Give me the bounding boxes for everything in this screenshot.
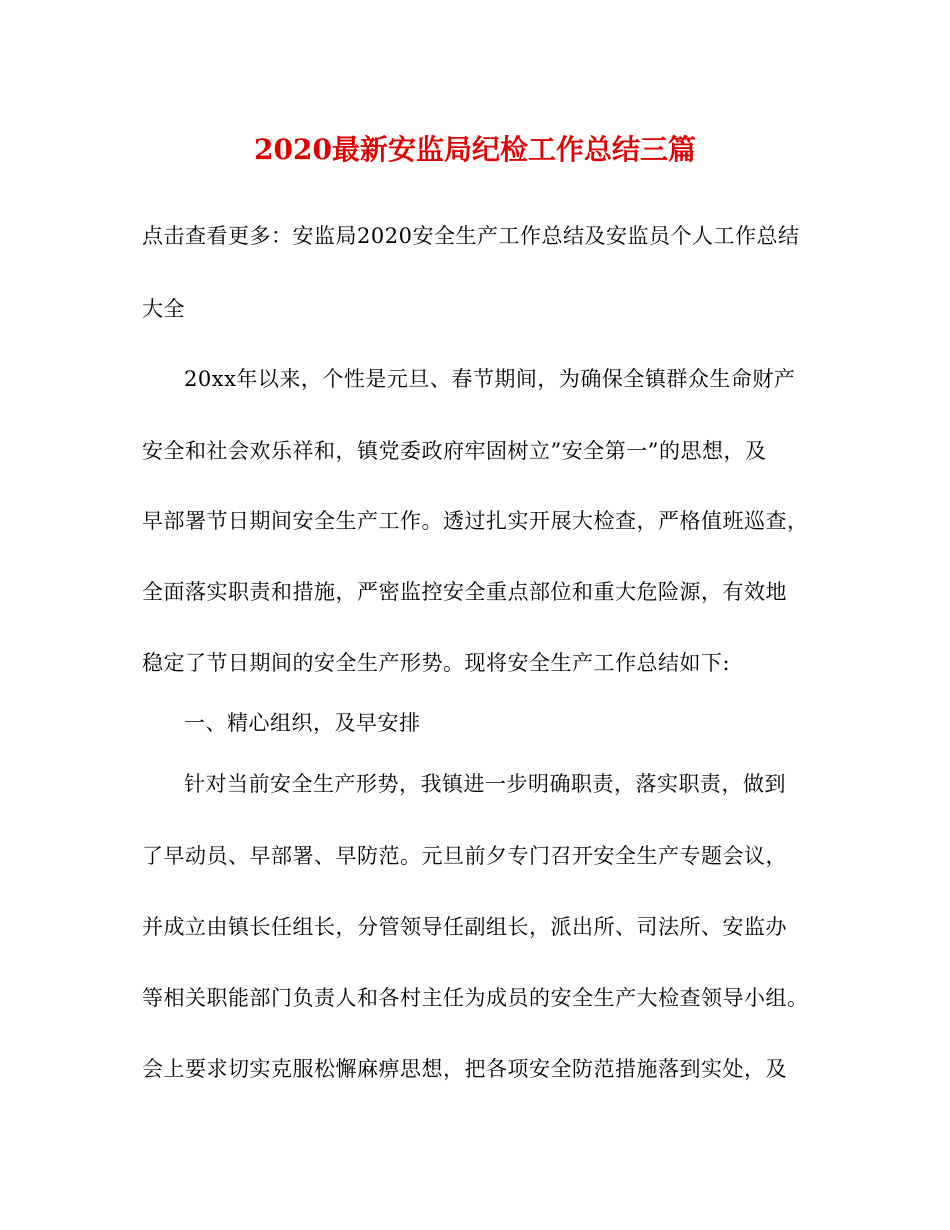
section-heading-1: 一、精心组织，及早安排: [184, 711, 421, 735]
paragraph-1-line-2: 安全和社会欢乐祥和，镇党委政府牢固树立”安全第一”的思想，及: [142, 439, 767, 463]
paragraph-2-line-2: 了早动员、早部署、早防范。元旦前夕专门召开安全生产专题会议，: [142, 844, 787, 868]
paragraph-2-line-3: 并成立由镇长任组长，分管领导任副组长，派出所、司法所、安监办: [142, 915, 787, 939]
paragraph-1-line-4: 全面落实职责和措施，严密监控安全重点部位和重大危险源，有效地: [142, 580, 787, 604]
paragraph-1-line-5: 稳定了节日期间的安全生产形势。现将安全生产工作总结如下:: [142, 651, 731, 675]
paragraph-1-line-3: 早部署节日期间安全生产工作。透过扎实开展大检查，严格值班巡查，: [142, 509, 809, 533]
paragraph-2-line-4: 等相关职能部门负责人和各村主任为成员的安全生产大检查领导小组。: [142, 986, 809, 1010]
paragraph-2-line-1: 针对当前安全生产形势，我镇进一步明确职责，落实职责，做到: [184, 772, 786, 796]
document-title: 2020最新安监局纪检工作总结三篇: [254, 133, 696, 166]
paragraph-2-line-5: 会上要求切实克服松懈麻痹思想，把各项安全防范措施落到实处，及: [142, 1057, 787, 1081]
text-line-1[interactable]: 点击查看更多：安监局2020安全生产工作总结及安监员个人工作总结: [142, 224, 800, 248]
paragraph-1-line-1: 20xx年以来，个性是元旦、春节期间，为确保全镇群众生命财产: [184, 367, 796, 391]
text-line-2: 大全: [142, 297, 185, 321]
